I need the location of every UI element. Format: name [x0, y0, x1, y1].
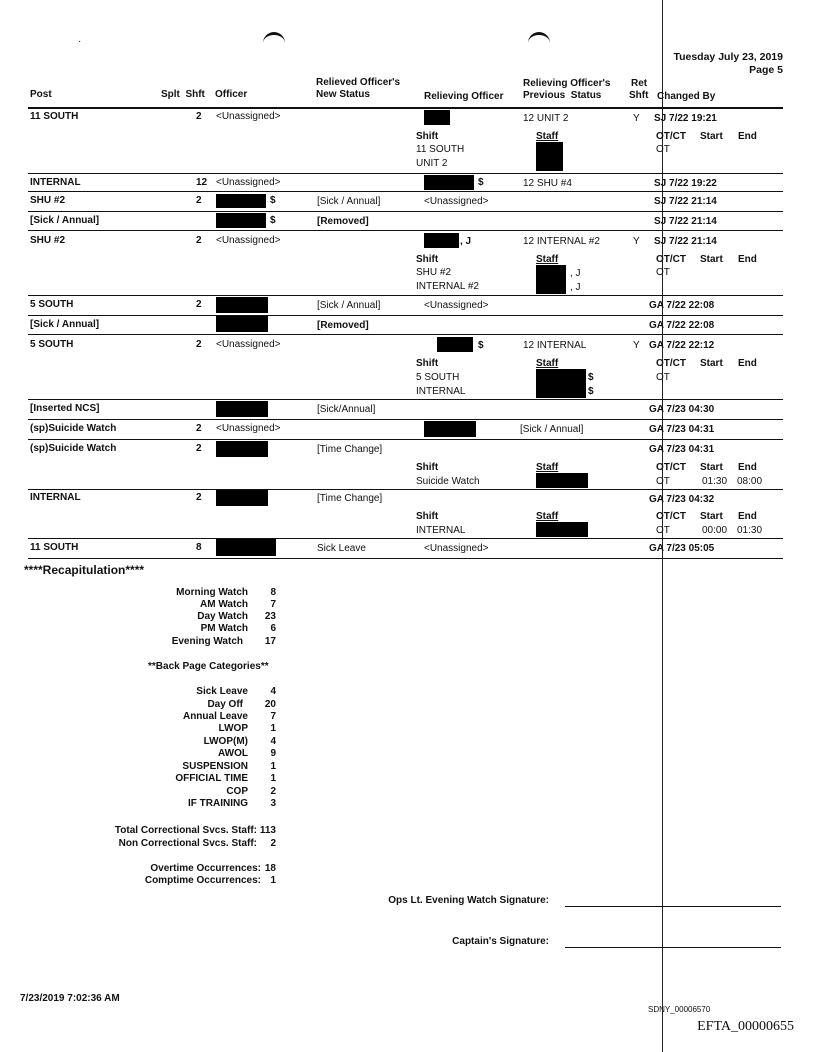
category-value: 4: [270, 736, 276, 747]
redaction: [216, 441, 268, 457]
sub-shift-label: Shift: [416, 358, 439, 369]
punch-hole-mark: [263, 32, 285, 46]
shift: 2: [196, 339, 202, 350]
sub-staff-label: Staff: [536, 254, 559, 265]
ops-lt-signature-label: Ops Lt. Evening Watch Signature:: [388, 895, 549, 906]
post: 11 SOUTH: [30, 542, 79, 553]
category-value: 1: [270, 761, 276, 772]
relieving-suffix: $: [478, 177, 484, 188]
row-rule: [28, 439, 783, 440]
redaction: [424, 175, 474, 190]
punch-hole-mark: [528, 32, 550, 46]
sub-shift-line: Suicide Watch: [416, 476, 480, 487]
shift: 2: [196, 443, 202, 454]
redaction: [216, 539, 276, 556]
category-label: OFFICIAL TIME: [175, 773, 248, 784]
category-label: AWOL: [218, 748, 248, 759]
post: SHU #2: [30, 195, 66, 206]
ot-end: 01:30: [737, 525, 763, 536]
col-changed-by: Changed By: [657, 91, 716, 102]
officer: <Unassigned>: [216, 111, 281, 122]
end-label: End: [738, 254, 757, 265]
col-post: Post: [30, 89, 52, 100]
new-status: [Removed]: [317, 320, 369, 331]
shift: 2: [196, 235, 202, 246]
category-label: COP: [226, 786, 248, 797]
category-label: IF TRAINING: [188, 798, 248, 809]
previous-status: 12 INTERNAL: [523, 340, 587, 351]
watch-value: 7: [270, 599, 276, 610]
category-label: Annual Leave: [182, 711, 248, 722]
row-rule: [28, 230, 783, 231]
category-label: LWOP: [218, 723, 248, 734]
post: [Sick / Annual]: [30, 215, 100, 226]
redaction: [536, 473, 588, 488]
redaction: [216, 316, 268, 332]
bates-number-large: EFTA_00000655: [697, 1019, 794, 1034]
changed-by: GA 7/23 04:32: [649, 494, 715, 505]
new-status: [Sick / Annual]: [317, 300, 381, 311]
non-cs-label: Non Correctional Svcs. Staff:: [118, 838, 257, 849]
redaction: [424, 110, 450, 125]
category-value: 1: [270, 723, 276, 734]
post: (sp)Suicide Watch: [30, 423, 117, 434]
start-label: Start: [700, 511, 723, 522]
post: SHU #2: [30, 235, 66, 246]
non-cs-value: 2: [270, 838, 276, 849]
comptime-label: Comptime Occurrences:: [144, 875, 261, 886]
start-label: Start: [700, 462, 723, 473]
row-rule: [28, 295, 783, 296]
comptime-value: 1: [270, 875, 276, 886]
relieving-officer: <Unassigned>: [424, 300, 489, 311]
end-label: End: [738, 131, 757, 142]
ops-lt-signature-line[interactable]: [565, 906, 781, 907]
changed-by: GA 7/23 04:30: [649, 404, 715, 415]
ot-start: 01:30: [702, 476, 728, 487]
sub-shift-line: INTERNAL: [416, 386, 466, 397]
row-rule: [28, 211, 783, 212]
col-relieved-status-2: New Status: [316, 89, 370, 100]
stray-mark: ·: [78, 36, 82, 47]
col-officer: Officer: [215, 89, 248, 100]
bates-number-small: SDNY_00006570: [648, 1005, 711, 1014]
col-relieved-status-1: Relieved Officer's: [316, 77, 401, 88]
otct-label: OT/CT: [656, 511, 686, 522]
post: INTERNAL: [30, 177, 81, 188]
new-status: [Sick / Annual]: [317, 196, 381, 207]
category-value: 20: [264, 699, 276, 710]
redaction: [216, 490, 268, 506]
captain-signature-line[interactable]: [565, 947, 781, 948]
otct-label: OT/CT: [656, 254, 686, 265]
redaction: [216, 297, 268, 313]
previous-status: 12 SHU #4: [523, 178, 572, 189]
changed-by: GA 7/23 04:31: [649, 424, 715, 435]
post: [Inserted NCS]: [30, 403, 100, 414]
redaction: [536, 265, 566, 294]
officer-suffix: $: [270, 195, 276, 206]
captain-signature-label: Captain's Signature:: [452, 936, 549, 947]
post: (sp)Suicide Watch: [30, 443, 117, 454]
sub-shift-label: Shift: [416, 511, 439, 522]
col-relieving-prev-1: Relieving Officer's: [523, 78, 611, 89]
watch-value: 6: [270, 623, 276, 634]
row-rule: [28, 489, 783, 490]
changed-by: GA 7/22 22:08: [649, 300, 715, 311]
header-rule: [28, 107, 783, 109]
redaction: [536, 522, 588, 537]
total-cs-label: Total Correctional Svcs. Staff:: [114, 825, 257, 836]
col-relieving-prev-2: Previous Status: [523, 90, 602, 101]
redaction: [424, 421, 476, 437]
print-timestamp: 7/23/2019 7:02:36 AM: [20, 993, 120, 1004]
ot-value: OT: [656, 525, 670, 536]
redaction: [536, 142, 563, 171]
new-status: [Time Change]: [317, 444, 383, 455]
end-label: End: [738, 358, 757, 369]
redaction: [216, 401, 268, 417]
shift: 2: [196, 195, 202, 206]
ot-value: OT: [656, 476, 670, 487]
post: 5 SOUTH: [30, 339, 74, 350]
end-label: End: [738, 462, 757, 473]
post: INTERNAL: [30, 492, 81, 503]
changed-by: GA 7/22 22:08: [649, 320, 715, 331]
sub-shift-line: INTERNAL: [416, 525, 466, 536]
ot-start: 00:00: [702, 525, 728, 536]
changed-by: GA 7/22 22:12: [649, 340, 715, 351]
back-page-title: **Back Page Categories**: [148, 661, 269, 672]
start-label: Start: [700, 131, 723, 142]
otct-label: OT/CT: [656, 358, 686, 369]
staff-suffix: , J: [570, 268, 581, 279]
staff-suffix: $: [588, 372, 594, 383]
col-ret-2: Shft: [629, 90, 649, 101]
redaction: [216, 213, 266, 228]
post: 5 SOUTH: [30, 299, 74, 310]
row-rule: [28, 419, 783, 420]
post: [Sick / Annual]: [30, 319, 100, 330]
staff-suffix: , J: [570, 282, 581, 293]
relieving-suffix: , J: [460, 236, 472, 247]
redaction: [424, 233, 459, 248]
changed-by: SJ 7/22 21:14: [654, 236, 717, 247]
category-value: 4: [270, 686, 276, 697]
col-splt-shft: Splt Shft: [161, 89, 205, 100]
category-label: LWOP(M): [203, 736, 248, 747]
category-value: 2: [270, 786, 276, 797]
new-status: [Time Change]: [317, 493, 383, 504]
new-status: Sick Leave: [317, 543, 366, 554]
category-value: 9: [270, 748, 276, 759]
category-label: Day Off: [207, 699, 243, 710]
shift: 2: [196, 299, 202, 310]
watch-value: 23: [264, 611, 276, 622]
category-label: SUSPENSION: [182, 761, 248, 772]
return-shift: Y: [633, 340, 640, 351]
sub-shift-line: 11 SOUTH: [416, 144, 465, 155]
row-rule: [28, 315, 783, 316]
overtime-value: 18: [264, 863, 276, 874]
changed-by: SJ 7/22 21:14: [654, 216, 717, 227]
watch-value: 8: [270, 587, 276, 598]
col-relieving-officer: Relieving Officer: [424, 91, 504, 102]
sub-shift-label: Shift: [416, 254, 439, 265]
previous-status: [Sick / Annual]: [520, 424, 584, 435]
start-label: Start: [700, 358, 723, 369]
ot-end: 08:00: [737, 476, 763, 487]
sub-staff-label: Staff: [536, 462, 559, 473]
otct-label: OT/CT: [656, 131, 686, 142]
ot-value: OT: [656, 372, 670, 383]
sub-shift-label: Shift: [416, 462, 439, 473]
changed-by: SJ 7/22 21:14: [654, 196, 717, 207]
new-status: [Sick/Annual]: [317, 404, 376, 415]
category-value: 3: [270, 798, 276, 809]
relieving-suffix: $: [478, 340, 484, 351]
recap-title: ****Recapitulation****: [24, 563, 145, 577]
sub-staff-label: Staff: [536, 358, 559, 369]
row-rule: [28, 558, 783, 559]
officer: <Unassigned>: [216, 177, 281, 188]
officer: <Unassigned>: [216, 339, 281, 350]
category-value: 1: [270, 773, 276, 784]
watch-label: Morning Watch: [176, 587, 248, 598]
overtime-label: Overtime Occurrences:: [150, 863, 261, 874]
end-label: End: [738, 511, 757, 522]
officer: <Unassigned>: [216, 423, 281, 434]
report-date: Tuesday July 23, 2019: [673, 51, 783, 63]
sub-shift-line: UNIT 2: [416, 158, 448, 169]
sub-shift-line: INTERNAL #2: [416, 281, 479, 292]
watch-label: PM Watch: [200, 623, 248, 634]
shift: 2: [196, 111, 202, 122]
redaction: [437, 337, 473, 352]
sub-staff-label: Staff: [536, 131, 559, 142]
sub-shift-line: 5 SOUTH: [416, 372, 460, 383]
shift: 2: [196, 423, 202, 434]
row-rule: [28, 399, 783, 400]
ot-value: OT: [656, 144, 670, 155]
staff-suffix: $: [588, 386, 594, 397]
row-rule: [28, 173, 783, 174]
watch-label: Evening Watch: [171, 636, 243, 647]
changed-by: SJ 7/22 19:22: [654, 178, 717, 189]
col-ret-1: Ret: [631, 78, 648, 89]
return-shift: Y: [633, 113, 640, 124]
category-value: 7: [270, 711, 276, 722]
sub-staff-label: Staff: [536, 511, 559, 522]
otct-label: OT/CT: [656, 462, 686, 473]
changed-by: SJ 7/22 19:21: [654, 113, 717, 124]
start-label: Start: [700, 254, 723, 265]
watch-value: 17: [264, 636, 276, 647]
previous-status: 12 UNIT 2: [523, 113, 569, 124]
watch-label: Day Watch: [197, 611, 248, 622]
sub-shift-line: SHU #2: [416, 267, 452, 278]
previous-status: 12 INTERNAL #2: [523, 236, 600, 247]
shift: 12: [196, 177, 208, 188]
row-rule: [28, 334, 783, 335]
sub-shift-label: Shift: [416, 131, 439, 142]
redaction: [536, 369, 586, 398]
officer-suffix: $: [270, 215, 276, 226]
ot-value: OT: [656, 267, 670, 278]
relieving-officer: <Unassigned>: [424, 196, 489, 207]
row-rule: [28, 538, 783, 539]
changed-by: GA 7/23 05:05: [649, 543, 715, 554]
officer: <Unassigned>: [216, 235, 281, 246]
new-status: [Removed]: [317, 216, 369, 227]
shift: 2: [196, 492, 202, 503]
return-shift: Y: [633, 236, 640, 247]
changed-by: GA 7/23 04:31: [649, 444, 715, 455]
shift: 8: [196, 542, 202, 553]
row-rule: [28, 191, 783, 192]
category-label: Sick Leave: [196, 686, 248, 697]
redaction: [216, 194, 266, 208]
page-number: Page 5: [749, 64, 783, 76]
watch-label: AM Watch: [200, 599, 248, 610]
relieving-officer: <Unassigned>: [424, 543, 489, 554]
post: 11 SOUTH: [30, 111, 79, 122]
total-cs-value: 113: [259, 825, 276, 836]
